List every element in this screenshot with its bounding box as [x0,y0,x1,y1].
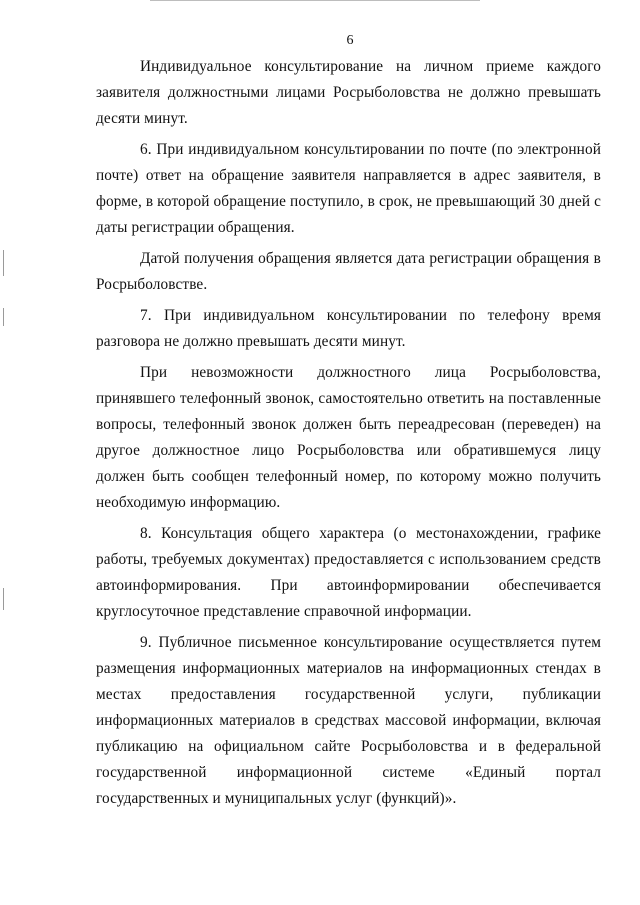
paragraph-receipt-date: Датой получения обращения является дата регистрации обращения в Росрыболовстве. [96,250,601,293]
scan-margin-mark [3,250,4,276]
document-body [96,54,601,817]
paragraph-item-6: 6. При индивидуальном консультировании по почте (по электронной почте) ответ на обращение заявителя направляется в адрес заявителя, в форме, в которой обращение поступило, в срок, не превышающий 30 дней с даты регистрации обращения. [96,141,601,236]
scan-edge-line [150,0,480,1]
scan-margin-mark [3,308,4,326]
page-number: 6 [346,33,354,48]
paragraph-item-8: 8. Консультация общего характера (о местонахождении, графике работы, требуемых документах) предоставляется с использованием средств автоинформирования. При автоинформировании обеспечивается круглосуточное представление справочной информации. [96,525,601,620]
paragraph-call-redirect: При невозможности должностного лица Росрыболовства, принявшего телефонный звонок, самостоятельно ответить на поставленные вопросы, телефонный звонок должен быть переадресован (переведен) на другое должностное лицо Росрыболовства или обратившемуся лицу должен быть сообщен телефонный номер, по которому можно получить необходимую информацию. [96,364,601,511]
paragraph-item-7: 7. При индивидуальном консультировании по телефону время разговора не должно превышать десяти минут. [96,307,601,350]
paragraph-item-9: 9. Публичное письменное консультирование осуществляется путем размещения информационных материалов на информационных стендах в местах предоставления государственной услуги, публикации информационных материалов в средствах массовой информации, включая публикацию на официальном сайте Росрыболовства и в федеральной государственной информационной системе «Единый портал государственных и муниципальных услуг (функций)». [96,634,601,807]
paragraph-individual-consultation: Индивидуальное консультирование на личном приеме каждого заявителя должностными лицами Росрыболовства не должно превышать десяти минут. [96,58,601,127]
scan-margin-mark [3,588,4,610]
